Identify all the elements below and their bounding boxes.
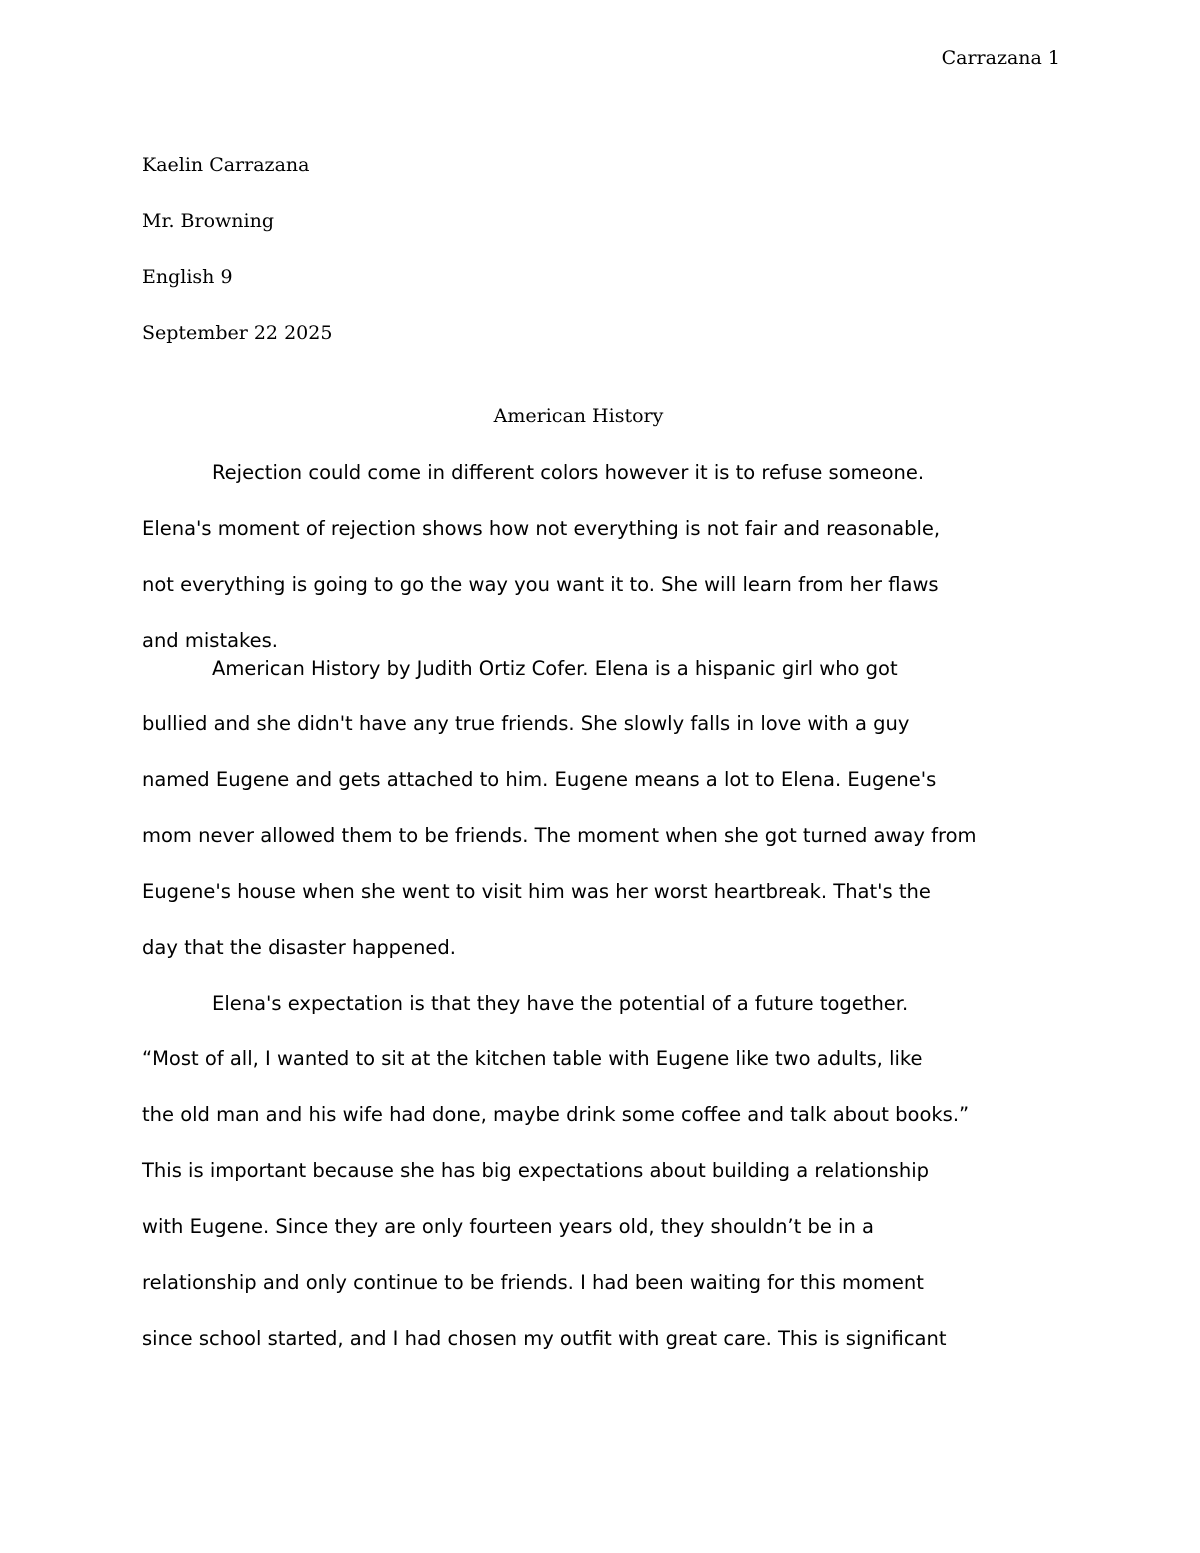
running-head: Carrazana 1	[941, 47, 1060, 69]
body-line: American History by Judith Ortiz Cofer. Elena is a hispanic girl who got	[212, 657, 898, 680]
body-line: mom never allowed them to be friends. The moment when she got turned away from	[142, 824, 977, 847]
body-line: Eugene's house when she went to visit him was her worst heartbreak. That's the	[142, 880, 931, 903]
body-line: bullied and she didn't have any true friends. She slowly falls in love with a guy	[142, 712, 910, 735]
course-name: English 9	[142, 266, 233, 288]
body-line: Rejection could come in different colors however it is to refuse someone.	[212, 461, 925, 484]
body-line: Elena's moment of rejection shows how not everything is not fair and reasonable,	[142, 517, 941, 540]
body-line: This is important because she has big expectations about building a relationship	[142, 1159, 929, 1182]
essay-title: American History	[493, 405, 664, 427]
body-line: since school started, and I had chosen my outfit with great care. This is significant	[142, 1327, 947, 1350]
body-line: and mistakes.	[142, 629, 279, 652]
body-line: relationship and only continue to be friends. I had been waiting for this moment	[142, 1271, 924, 1294]
body-line: day that the disaster happened.	[142, 936, 456, 959]
essay-date: September 22 2025	[142, 322, 333, 344]
body-line: the old man and his wife had done, maybe drink some coffee and talk about books.”	[142, 1103, 970, 1126]
body-line: with Eugene. Since they are only fourteen years old, they shouldn’t be in a	[142, 1215, 874, 1238]
body-line: Elena's expectation is that they have the potential of a future together.	[212, 992, 909, 1015]
student-name: Kaelin Carrazana	[142, 154, 310, 176]
body-line: “Most of all, I wanted to sit at the kitchen table with Eugene like two adults, like	[142, 1047, 923, 1070]
body-line: named Eugene and gets attached to him. Eugene means a lot to Elena. Eugene's	[142, 768, 937, 791]
body-line: not everything is going to go the way you want it to. She will learn from her flaws	[142, 573, 939, 596]
teacher-name: Mr. Browning	[142, 210, 274, 232]
